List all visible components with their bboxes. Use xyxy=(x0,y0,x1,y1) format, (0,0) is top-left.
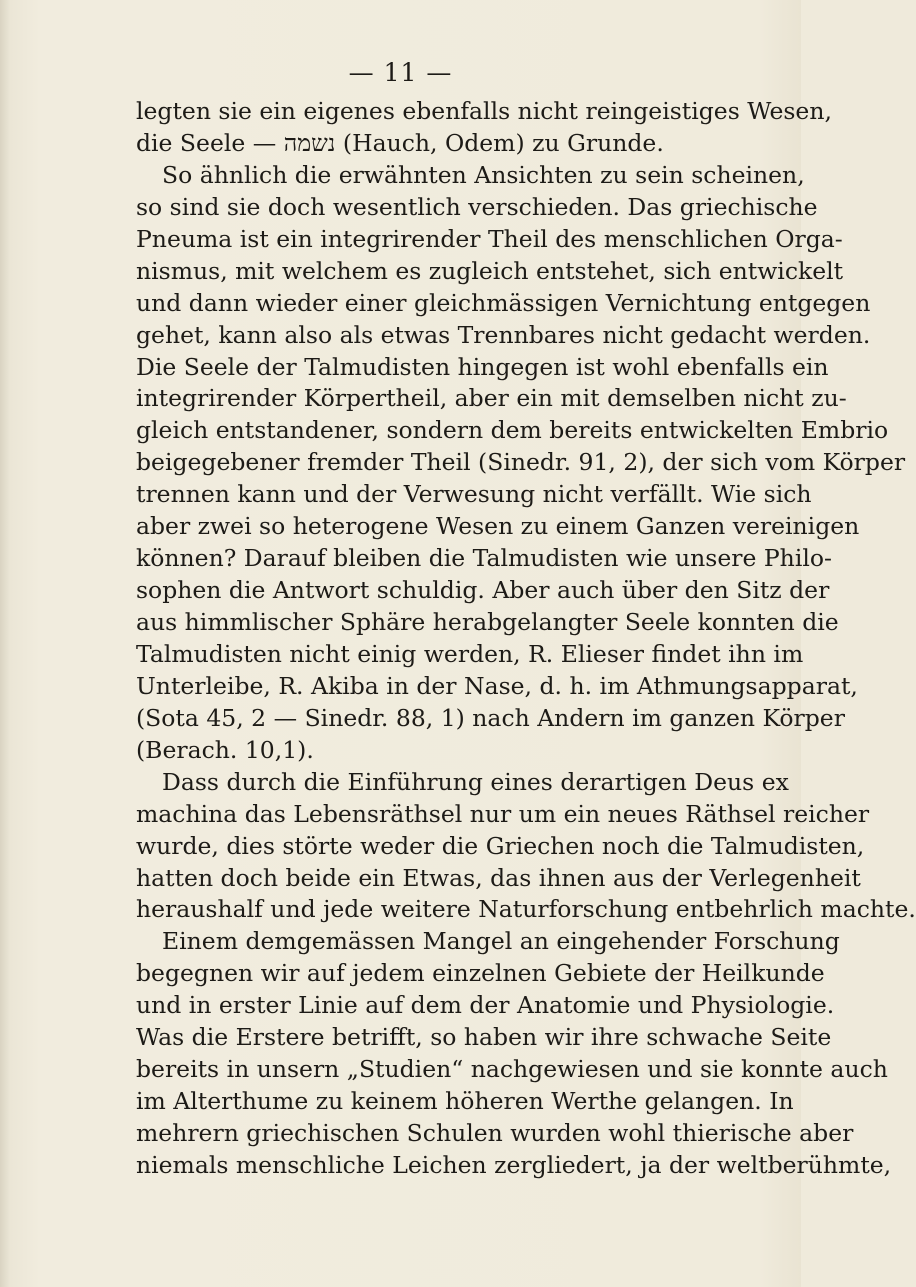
text-line: (Berach. 10,1). xyxy=(136,735,314,764)
text-line: die Seele — נשמה (Hauch, Odem) zu Grunde. xyxy=(136,128,664,157)
text-line: gehet, kann also als etwas Trennbares nicht gedacht werden. xyxy=(136,320,871,349)
text-line: sophen die Antwort schuldig. Aber auch über den Sitz der xyxy=(136,576,830,605)
text-line: so sind sie doch wesentlich verschieden. Das griechische xyxy=(136,192,818,221)
text-line: heraushalf und jede weitere Naturforschung entbehrlich machte. xyxy=(136,895,916,924)
text-line: Einem demgemässen Mangel an eingehender Forschung xyxy=(162,927,840,956)
text-line: So ähnlich die erwähnten Ansichten zu sein scheinen, xyxy=(162,160,805,189)
text-line: legten sie ein eigenes ebenfalls nicht reingeistiges Wesen, xyxy=(136,97,832,125)
text-line: beigegebener fremder Theil (Sinedr. 91, 2), der sich vom Körper xyxy=(136,448,906,477)
text-line: Pneuma ist ein integrirender Theil des menschlichen Orga- xyxy=(136,224,843,253)
text-line: mehrern griechischen Schulen wurden wohl thierische aber xyxy=(136,1119,854,1147)
text-line: begegnen wir auf jedem einzelnen Gebiete der Heilkunde xyxy=(136,959,825,988)
text-line: nismus, mit welchem es zugleich entstehet, sich entwickelt xyxy=(136,256,844,285)
text-line: Talmudisten nicht einig werden, R. Elieser findet ihn im xyxy=(136,639,804,668)
text-line: im Alterthume zu keinem höheren Werthe gelangen. In xyxy=(136,1087,794,1116)
body-text xyxy=(136,96,916,1182)
text-line: aber zwei so heterogene Wesen zu einem Ganzen vereinigen xyxy=(136,512,860,541)
text-line: trennen kann und der Verwesung nicht verfällt. Wie sich xyxy=(136,480,812,509)
text-line: niemals menschliche Leichen zergliedert, ja der weltberühmte, xyxy=(136,1150,892,1179)
text-line: Unterleibe, R. Akiba in der Nase, d. h. im Athmungsapparat, xyxy=(136,671,858,700)
text-line: Die Seele der Talmudisten hingegen ist wohl ebenfalls ein xyxy=(136,352,829,381)
page-number: — 11 — xyxy=(348,58,453,87)
text-line: gleich entstandener, sondern dem bereits entwickelten Embrio xyxy=(136,416,889,445)
text-line: aus himmlischer Sphäre herabgelangter Seele konnten die xyxy=(136,608,839,636)
text-line: Was die Erstere betrifft, so haben wir ihre schwache Seite xyxy=(136,1023,832,1052)
text-line: integrirender Körpertheil, aber ein mit demselben nicht zu- xyxy=(136,384,847,413)
text-line: und dann wieder einer gleichmässigen Vernichtung entgegen xyxy=(136,288,871,317)
text-line: hatten doch beide ein Etwas, das ihnen aus der Verlegenheit xyxy=(136,863,861,892)
text-line: können? Darauf bleiben die Talmudisten wie unsere Philo- xyxy=(136,544,832,573)
text-line: wurde, dies störte weder die Griechen noch die Talmudisten, xyxy=(136,831,865,860)
text-line: Dass durch die Einführung eines derartigen Deus ex xyxy=(162,767,789,796)
text-line: machina das Lebensräthsel nur um ein neues Räthsel reicher xyxy=(136,799,870,828)
text-line: (Sota 45, 2 — Sinedr. 88, 1) nach Andern im ganzen Körper xyxy=(136,703,845,732)
text-line: bereits in unsern „Studien“ nachgewiesen und sie konnte auch xyxy=(136,1055,888,1084)
text-line: und in erster Linie auf dem der Anatomie und Physiologie. xyxy=(136,991,835,1020)
